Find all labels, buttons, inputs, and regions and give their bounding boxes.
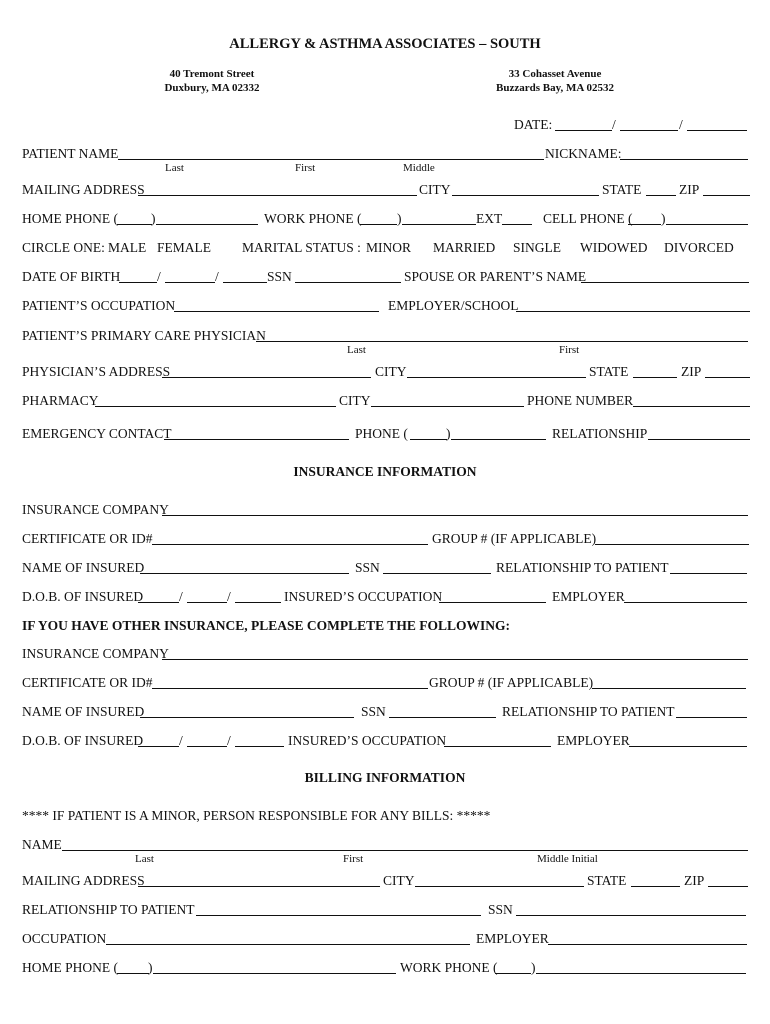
paren-close: ) <box>151 211 156 226</box>
phone-label: PHONE ( <box>355 426 408 441</box>
relationship-to-patient-label: RELATIONSHIP TO PATIENT <box>22 902 195 917</box>
ext-field[interactable] <box>502 224 532 225</box>
name-of-insured-label: NAME OF INSURED <box>22 560 145 575</box>
insurance-company-field[interactable] <box>162 515 748 516</box>
name-of-insured-label: NAME OF INSURED <box>22 704 145 719</box>
nickname-label: NICKNAME: <box>545 146 622 161</box>
name-of-insured-field[interactable] <box>140 573 349 574</box>
city-field[interactable] <box>452 195 599 196</box>
ext-label: EXT <box>476 211 503 226</box>
date-year-field[interactable] <box>687 130 747 131</box>
other-insured-dob-month-field[interactable] <box>138 746 179 747</box>
work-phone-label: WORK PHONE ( <box>400 960 498 975</box>
zip-label: ZIP <box>684 873 705 888</box>
sublabel-first: First <box>343 853 364 865</box>
form-title: ALLERGY & ASTHMA ASSOCIATES – SOUTH <box>229 36 541 52</box>
state-field[interactable] <box>646 195 676 196</box>
certificate-id-field[interactable] <box>152 544 428 545</box>
primary-care-label: PATIENT’S PRIMARY CARE PHYSICIAN <box>22 328 266 343</box>
nickname-field[interactable] <box>620 159 748 160</box>
pharmacy-phone-field[interactable] <box>633 406 750 407</box>
billing-work-phone-number-field[interactable] <box>536 973 746 974</box>
other-insured-dob-day-field[interactable] <box>187 746 227 747</box>
city-label: CITY <box>339 393 371 408</box>
physician-city-field[interactable] <box>407 377 586 378</box>
state-label: STATE <box>589 364 629 379</box>
billing-employer-field[interactable] <box>548 944 747 945</box>
patient-occupation-label: PATIENT’S OCCUPATION <box>22 298 176 313</box>
relationship-to-patient-label: RELATIONSHIP TO PATIENT <box>496 560 669 575</box>
group-label: GROUP # (IF APPLICABLE) <box>429 675 594 690</box>
dob-slash: / <box>157 269 161 284</box>
insurance-heading: INSURANCE INFORMATION <box>293 464 477 479</box>
option-widowed[interactable]: WIDOWED <box>580 240 648 255</box>
billing-home-phone-number-field[interactable] <box>153 973 396 974</box>
dob-insured-label: D.O.B. OF INSURED <box>22 589 144 604</box>
dob-day-field[interactable] <box>165 282 215 283</box>
date-slash: / <box>612 117 616 132</box>
dob-slash: / <box>179 589 183 604</box>
ssn-label: SSN <box>355 560 380 575</box>
date-label: DATE: <box>514 117 553 132</box>
option-female[interactable]: FEMALE <box>157 240 211 255</box>
ssn-label: SSN <box>361 704 386 719</box>
employer-school-label: EMPLOYER/SCHOOL <box>388 298 519 313</box>
occupation-label: OCCUPATION <box>22 931 107 946</box>
billing-state-field[interactable] <box>631 886 680 887</box>
ssn-field[interactable] <box>295 282 401 283</box>
sublabel-middle: Middle <box>403 162 435 174</box>
primary-care-field[interactable] <box>256 341 748 342</box>
other-relationship-to-patient-field[interactable] <box>676 717 747 718</box>
billing-work-phone-area-field[interactable] <box>495 973 531 974</box>
mailing-address-label: MAILING ADDRESS <box>22 182 145 197</box>
billing-mailing-address-field[interactable] <box>138 886 380 887</box>
office2-city: Buzzards Bay, MA 02532 <box>496 82 614 94</box>
office2-street: 33 Cohasset Avenue <box>508 68 602 80</box>
other-group-field[interactable] <box>592 688 746 689</box>
insured-employer-field[interactable] <box>624 602 747 603</box>
emergency-phone-number-field[interactable] <box>451 439 546 440</box>
pharmacy-label: PHARMACY <box>22 393 99 408</box>
paren-close: ) <box>531 960 536 975</box>
spouse-parent-label: SPOUSE OR PARENT’S NAME <box>404 269 587 284</box>
city-label: CITY <box>419 182 451 197</box>
phone-number-label: PHONE NUMBER <box>527 393 634 408</box>
certificate-id-label: CERTIFICATE OR ID# <box>22 675 153 690</box>
city-label: CITY <box>383 873 415 888</box>
option-minor[interactable]: MINOR <box>366 240 412 255</box>
sublabel-last: Last <box>135 853 154 865</box>
paren-close: ) <box>446 426 451 441</box>
insured-occupation-label: INSURED’S OCCUPATION <box>284 589 443 604</box>
cell-phone-number-field[interactable] <box>666 224 748 225</box>
marital-status-label: MARITAL STATUS : <box>242 240 361 255</box>
billing-ssn-field[interactable] <box>516 915 746 916</box>
other-insured-employer-field[interactable] <box>629 746 747 747</box>
insured-dob-year-field[interactable] <box>235 602 281 603</box>
other-certificate-id-field[interactable] <box>152 688 428 689</box>
dob-label: DATE OF BIRTH <box>22 269 121 284</box>
office1-street: 40 Tremont Street <box>169 68 255 80</box>
insured-occupation-field[interactable] <box>439 602 546 603</box>
dob-slash: / <box>227 733 231 748</box>
state-label: STATE <box>602 182 642 197</box>
employer-label: EMPLOYER <box>557 733 630 748</box>
employer-school-field[interactable] <box>516 311 750 312</box>
billing-zip-field[interactable] <box>708 886 748 887</box>
billing-city-field[interactable] <box>415 886 584 887</box>
other-name-of-insured-field[interactable] <box>140 717 354 718</box>
dob-year-field[interactable] <box>223 282 267 283</box>
group-field[interactable] <box>595 544 749 545</box>
home-phone-label: HOME PHONE ( <box>22 960 118 975</box>
home-phone-number-field[interactable] <box>156 224 258 225</box>
mailing-address-label: MAILING ADDRESS <box>22 873 145 888</box>
cell-phone-area-field[interactable] <box>628 224 661 225</box>
employer-label: EMPLOYER <box>476 931 549 946</box>
other-insured-occupation-field[interactable] <box>444 746 551 747</box>
pharmacy-field[interactable] <box>95 406 336 407</box>
emergency-relationship-field[interactable] <box>648 439 750 440</box>
insured-occupation-label: INSURED’S OCCUPATION <box>288 733 447 748</box>
date-month-field[interactable] <box>555 130 612 131</box>
paren-close: ) <box>148 960 153 975</box>
physician-zip-field[interactable] <box>705 377 750 378</box>
office1-city: Duxbury, MA 02332 <box>164 82 260 94</box>
patient-name-label: PATIENT NAME <box>22 146 119 161</box>
city-label: CITY <box>375 364 407 379</box>
option-male[interactable]: MALE <box>108 240 147 255</box>
dob-slash: / <box>179 733 183 748</box>
home-phone-label: HOME PHONE ( <box>22 211 118 226</box>
work-phone-area-field[interactable] <box>360 224 397 225</box>
dob-slash: / <box>215 269 219 284</box>
dob-month-field[interactable] <box>119 282 157 283</box>
work-phone-label: WORK PHONE ( <box>264 211 362 226</box>
sublabel-middle-initial: Middle Initial <box>537 853 598 865</box>
billing-occupation-field[interactable] <box>106 944 470 945</box>
zip-label: ZIP <box>679 182 700 197</box>
sublabel-first: First <box>559 344 580 356</box>
sublabel-first: First <box>295 162 316 174</box>
emergency-phone-area-field[interactable] <box>410 439 447 440</box>
circle-one-label: CIRCLE ONE: <box>22 240 105 255</box>
emergency-contact-label: EMERGENCY CONTACT <box>22 426 172 441</box>
spouse-parent-field[interactable] <box>581 282 749 283</box>
physician-address-field[interactable] <box>162 377 371 378</box>
option-married[interactable]: MARRIED <box>433 240 496 255</box>
billing-relationship-field[interactable] <box>196 915 481 916</box>
cell-phone-label: CELL PHONE ( <box>543 211 633 226</box>
patient-name-field[interactable] <box>118 159 544 160</box>
employer-label: EMPLOYER <box>552 589 625 604</box>
billing-home-phone-area-field[interactable] <box>117 973 149 974</box>
option-single[interactable]: SINGLE <box>513 240 561 255</box>
relationship-to-patient-label: RELATIONSHIP TO PATIENT <box>502 704 675 719</box>
mailing-address-field[interactable] <box>138 195 417 196</box>
relationship-label: RELATIONSHIP <box>552 426 648 441</box>
billing-heading: BILLING INFORMATION <box>304 770 466 785</box>
other-insured-dob-year-field[interactable] <box>235 746 284 747</box>
insured-dob-day-field[interactable] <box>187 602 227 603</box>
insurance-company-label: INSURANCE COMPANY <box>22 502 169 517</box>
work-phone-number-field[interactable] <box>402 224 476 225</box>
relationship-to-patient-field[interactable] <box>670 573 747 574</box>
other-insured-ssn-field[interactable] <box>389 717 496 718</box>
other-insurance-heading: IF YOU HAVE OTHER INSURANCE, PLEASE COMPLETE THE FOLLOWING: <box>22 618 510 633</box>
option-divorced[interactable]: DIVORCED <box>664 240 734 255</box>
pharmacy-city-field[interactable] <box>371 406 524 407</box>
state-label: STATE <box>587 873 627 888</box>
name-label: NAME <box>22 837 62 852</box>
dob-insured-label: D.O.B. OF INSURED <box>22 733 144 748</box>
physician-address-label: PHYSICIAN’S ADDRESS <box>22 364 171 379</box>
insurance-company-label: INSURANCE COMPANY <box>22 646 169 661</box>
sublabel-last: Last <box>165 162 184 174</box>
paren-close: ) <box>661 211 666 226</box>
billing-name-field[interactable] <box>62 850 748 851</box>
zip-field[interactable] <box>703 195 750 196</box>
patient-occupation-field[interactable] <box>174 311 379 312</box>
other-insurance-company-field[interactable] <box>162 659 748 660</box>
insured-ssn-field[interactable] <box>383 573 491 574</box>
minor-note: **** IF PATIENT IS A MINOR, PERSON RESPONSIBLE FOR ANY BILLS: ***** <box>22 808 491 823</box>
group-label: GROUP # (IF APPLICABLE) <box>432 531 597 546</box>
date-day-field[interactable] <box>620 130 678 131</box>
insured-dob-month-field[interactable] <box>138 602 179 603</box>
ssn-label: SSN <box>488 902 513 917</box>
physician-state-field[interactable] <box>633 377 677 378</box>
date-slash: / <box>679 117 683 132</box>
dob-slash: / <box>227 589 231 604</box>
certificate-id-label: CERTIFICATE OR ID# <box>22 531 153 546</box>
emergency-contact-field[interactable] <box>164 439 349 440</box>
ssn-label: SSN <box>267 269 292 284</box>
paren-close: ) <box>397 211 402 226</box>
zip-label: ZIP <box>681 364 702 379</box>
home-phone-area-field[interactable] <box>117 224 152 225</box>
sublabel-last: Last <box>347 344 366 356</box>
